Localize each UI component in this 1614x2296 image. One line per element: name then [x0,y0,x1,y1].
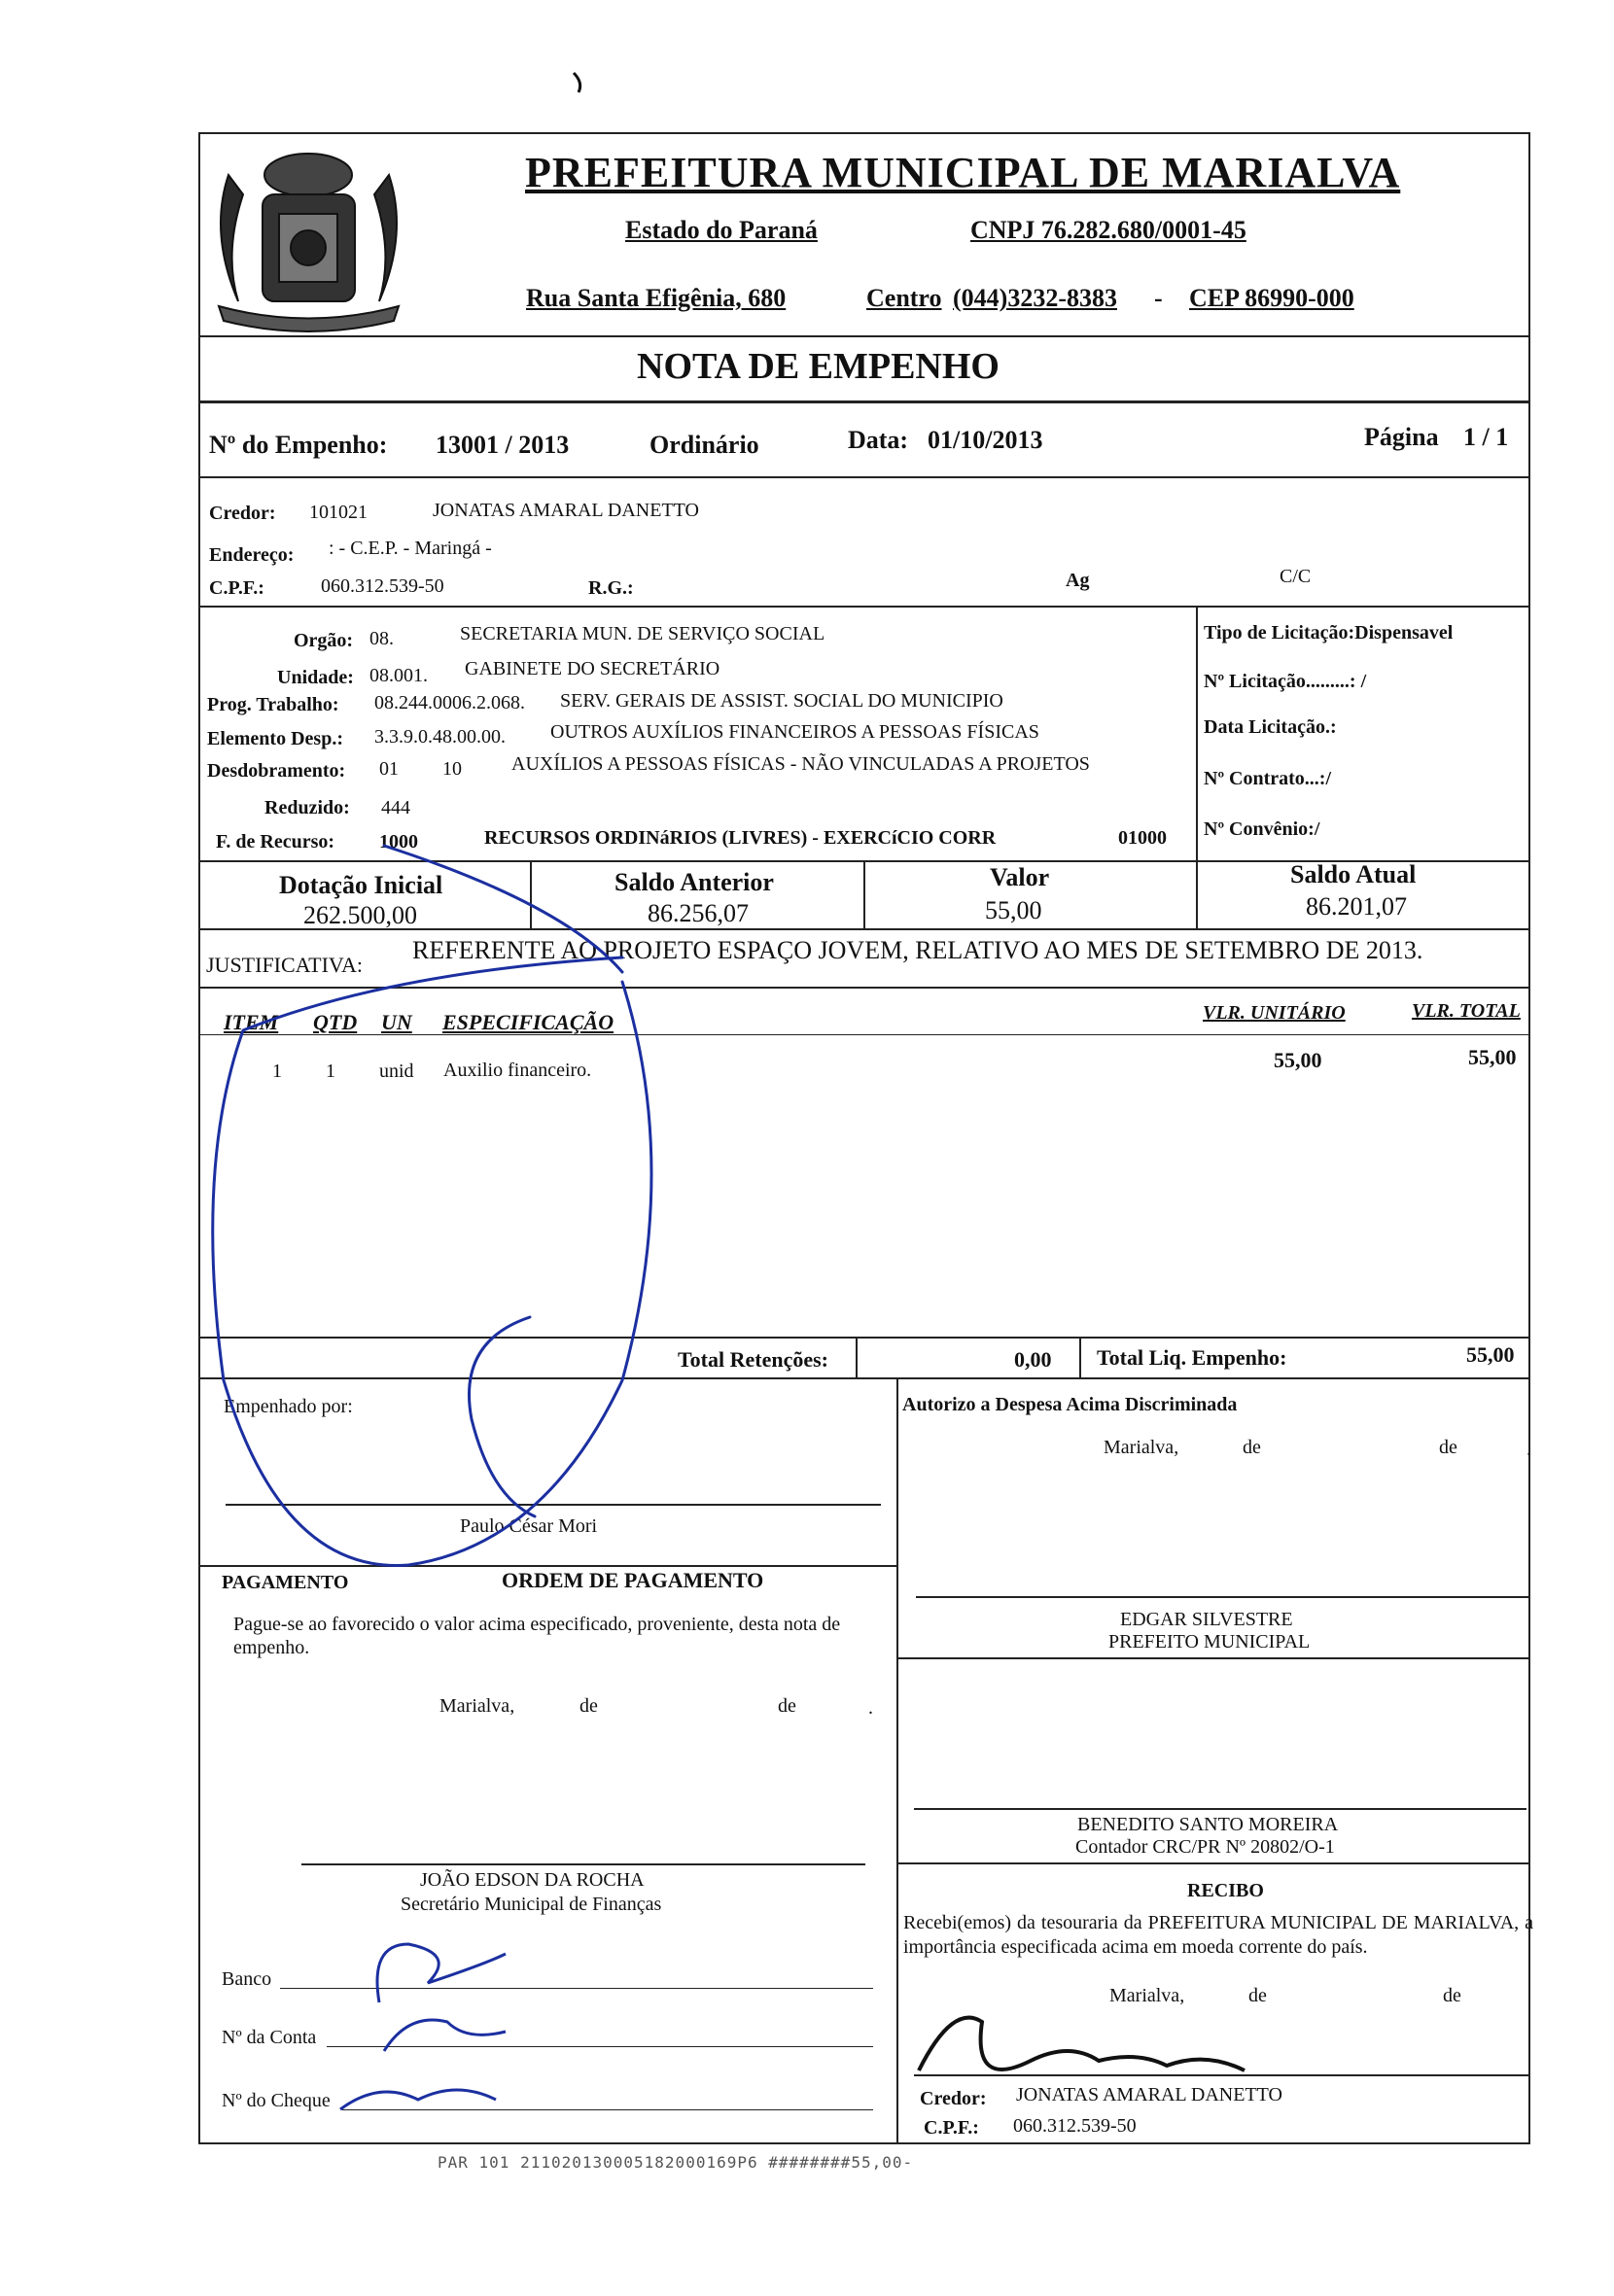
empenho-type: Ordinário [649,431,759,459]
pagamento-de-2: de [778,1695,796,1717]
justificativa-label: JUSTIFICATIVA: [206,953,363,977]
unidade-label: Unidade: [277,667,354,688]
recibo-cpf-label: C.P.F.: [924,2117,979,2139]
total-retencoes-value: 0,00 [1014,1347,1052,1372]
page-value: 1 / 1 [1463,423,1509,451]
prog-code: 08.244.0006.2.068. [374,692,525,713]
recibo-credor-label: Credor: [920,2088,987,2109]
recibo-de-1: de [1248,1985,1267,2006]
secretario-name: JOÃO EDSON DA ROCHA [420,1869,645,1891]
orgao-name: SECRETARIA MUN. DE SERVIÇO SOCIAL [460,623,825,644]
empenho-number-label: Nº do Empenho: [209,431,388,459]
credor-name: JONATAS AMARAL DANETTO [433,500,699,521]
agency-label: Ag [1066,570,1090,591]
item-number: 1 [272,1061,282,1082]
col-qtd: QTD [313,1010,358,1034]
recibo-de-2: de [1443,1985,1461,2006]
orgao-label: Orgão: [294,630,354,651]
state-name: Estado do Paraná [625,216,818,244]
prog-label: Prog. Trabalho: [207,694,339,715]
recurso-code-2: 01000 [1118,827,1167,849]
convenio-number: Nº Convênio:/ [1204,818,1320,840]
elemento-label: Elemento Desp.: [207,728,343,749]
dotacao-value: 262.500,00 [303,901,417,929]
date-value: 01/10/2013 [928,426,1043,454]
item-unit: unid [379,1061,414,1082]
col-vlr-unit: VLR. UNITÁRIO [1203,1002,1346,1024]
contador-name: BENEDITO SANTO MOREIRA [1077,1814,1339,1835]
pagamento-de-1: de [579,1695,598,1717]
contract-number: Nº Contrato...:/ [1204,768,1332,789]
phone: (044)3232-8383 [953,284,1117,312]
recibo-place: Marialva, [1109,1985,1185,2006]
pagamento-dot: . [868,1697,873,1719]
recibo-text: Recebi(emos) da tesouraria da PREFEITURA MUNICIPAL DE MARIALVA, a importância especificada acima em moeda corrente do país. [903,1912,1533,1958]
item-spec: Auxilio financeiro. [443,1060,592,1081]
secretario-title: Secretário Municipal de Finanças [401,1894,662,1915]
col-spec: ESPECIFICAÇÃO [442,1010,614,1034]
recurso-label: F. de Recurso: [216,831,335,852]
reduzido-label: Reduzido: [264,797,350,818]
total-retencoes-label: Total Retenções: [678,1347,828,1372]
credor-code: 101021 [309,502,368,523]
cpf-label: C.P.F.: [209,577,264,599]
pague-se-text: Pague-se ao favorecido o valor acima especificado, proveniente, desta nota de empenho. [233,1614,841,1658]
address-value: : - C.E.P. - Maringá - [329,538,492,559]
authorization-de-2: de [1439,1437,1457,1458]
empenhado-por-name: Paulo César Mori [460,1515,598,1537]
elemento-name: OUTROS AUXÍLIOS FINANCEIROS A PESSOAS FÍSICAS [550,721,1039,743]
justificativa-text: REFERENTE AO PROJETO ESPAÇO JOVEM, RELATIVO AO MES DE SETEMBRO DE 2013. [412,936,1423,964]
recurso-name: RECURSOS ORDINáRIOS (LIVRES) - EXERCíCIO CORR [484,827,997,849]
unidade-name: GABINETE DO SECRETÁRIO [465,658,720,679]
pagamento-place: Marialva, [439,1695,515,1717]
ordem-pagamento-heading: ORDEM DE PAGAMENTO [502,1568,764,1592]
authorization-dot: . [1526,1439,1531,1460]
saldo-atual-label: Saldo Atual [1290,860,1417,888]
address-label: Endereço: [209,544,295,566]
recibo-heading: RECIBO [1187,1880,1264,1901]
prefeito-name: EDGAR SILVESTRE [1120,1609,1293,1630]
cheque-label: Nº do Cheque [222,2090,331,2111]
unidade-code: 08.001. [369,665,428,686]
conta-label: Nº da Conta [222,2027,317,2048]
page-label: Página [1364,423,1439,451]
total-liquido-value: 55,00 [1466,1342,1515,1367]
authorization-place: Marialva, [1104,1437,1179,1458]
footer-code: PAR 101 211020130005182000169P6 ########55,00- [438,2153,914,2172]
municipality-title: PREFEITURA MUNICIPAL DE MARIALVA [525,149,1401,196]
district: Centro [866,284,942,312]
empenhado-por-label: Empenhado por: [224,1396,353,1417]
credor-label: Credor: [209,503,276,524]
street-address: Rua Santa Efigênia, 680 [526,284,787,312]
col-un: UN [381,1010,412,1034]
cnpj: CNPJ 76.282.680/0001-45 [970,216,1246,244]
total-liquido-label: Total Liq. Empenho: [1097,1345,1287,1370]
rg-label: R.G.: [588,577,634,599]
col-vlr-total: VLR. TOTAL [1412,1000,1521,1022]
saldo-atual-value: 86.201,07 [1306,892,1407,921]
item-vlr-total: 55,00 [1468,1045,1517,1069]
desdobramento-name: AUXÍLIOS A PESSOAS FÍSICAS - NÃO VINCULADAS A PROJETOS [511,753,1090,775]
authorization-de-1: de [1243,1437,1261,1458]
saldo-anterior-label: Saldo Anterior [614,868,774,896]
account-label: C/C [1280,566,1312,587]
orgao-code: 08. [369,628,394,649]
item-qtd: 1 [326,1061,335,1082]
authorization-text: Autorizo a Despesa Acima Discriminada [902,1394,1238,1415]
empenho-number: 13001 / 2013 [436,431,570,459]
desdobramento-b: 10 [442,758,462,780]
saldo-anterior-value: 86.256,07 [648,899,749,927]
item-vlr-unit: 55,00 [1274,1048,1322,1072]
valor-value: 55,00 [985,896,1042,924]
recibo-cpf-value: 060.312.539-50 [1013,2115,1137,2137]
document-title: NOTA DE EMPENHO [637,346,1000,387]
municipal-coat-of-arms [199,136,418,340]
pagamento-heading: PAGAMENTO [222,1572,349,1593]
recibo-credor-name: JONATAS AMARAL DANETTO [1016,2084,1282,2105]
valor-label: Valor [990,863,1050,891]
date-label: Data: [848,426,909,454]
banco-label: Banco [222,1968,272,1990]
dotacao-label: Dotação Inicial [279,871,443,899]
contador-title: Contador CRC/PR Nº 20802/O-1 [1075,1836,1335,1858]
licitacao-date: Data Licitação.: [1204,716,1337,738]
reduzido-value: 444 [381,797,410,818]
prog-name: SERV. GERAIS DE ASSIST. SOCIAL DO MUNICIPIO [560,690,1003,712]
cep: CEP 86990-000 [1189,284,1354,312]
licitacao-type: Tipo de Licitação:Dispensavel [1204,622,1454,644]
col-item: ITEM [224,1010,279,1034]
desdobramento-a: 01 [379,758,399,780]
elemento-code: 3.3.9.0.48.00.00. [374,726,506,748]
licitacao-number: Nº Licitação.........: / [1204,671,1367,692]
desdobramento-label: Desdobramento: [207,760,346,782]
prefeito-title: PREFEITO MUNICIPAL [1108,1631,1311,1652]
cpf-value: 060.312.539-50 [321,575,444,597]
recurso-code: 1000 [379,831,418,852]
separator-dash: - [1154,284,1163,312]
